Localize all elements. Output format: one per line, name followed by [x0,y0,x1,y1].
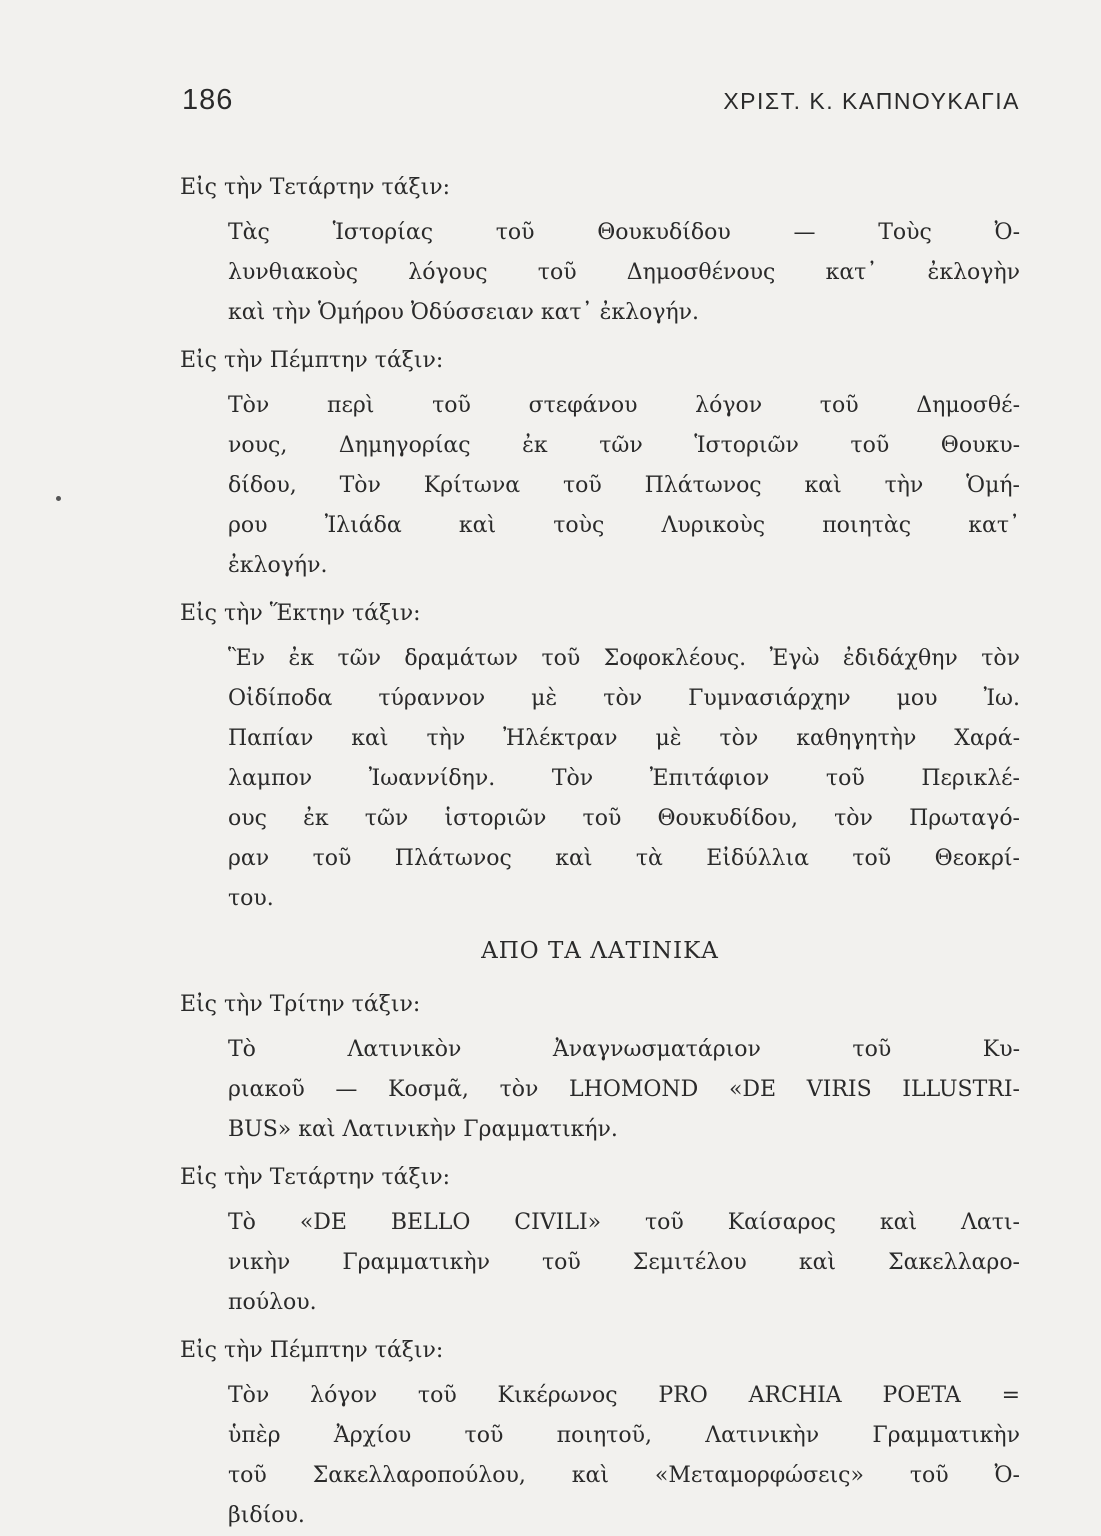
text-line: βιδίου. [228,1503,305,1528]
text-line: λυνθιακοὺς λόγους τοῦ Δημοσθένους κατ᾽ ἐκλογὴν [228,260,1020,285]
section-body [228,1030,1020,1150]
text-line: Τὸ Λατινικὸν Ἀναγνωσματάριον τοῦ Κυ- [228,1037,1020,1062]
margin-speck [56,496,61,501]
text-line: νους, Δημηγορίας ἐκ τῶν Ἱστοριῶν τοῦ Θουκυ- [228,433,1020,458]
text-line: BUS» καὶ Λατινικὴν Γραμματικήν. [228,1117,618,1142]
text-line: Οἰδίποδα τύραννον μὲ τὸν Γυμνασιάρχην μου Ἰω. [228,686,1020,711]
text-line: λαμπον Ἰωαννίδην. Τὸν Ἐπιτάφιον τοῦ Περικλέ- [228,766,1020,791]
text-line: ὑπὲρ Ἀρχίου τοῦ ποιητοῦ, Λατινικὴν Γραμματικὴν [228,1423,1020,1448]
section-body [228,1203,1020,1323]
latin-sections [180,985,1020,1536]
text-line: ραν τοῦ Πλάτωνος καὶ τὰ Εἰδύλλια τοῦ Θεοκρί- [228,846,1020,871]
running-head: ΧΡΙΣΤ. Κ. ΚΑΠΝΟΥΚΑΓΙΑ [723,88,1020,114]
class-heading: Εἰς τὴν Ἕκτην τάξιν: [180,601,421,626]
section-body [228,386,1020,586]
latin-section-title: ΑΠΟ ΤΑ ΛΑΤΙΝΙΚΑ [481,938,719,964]
text-line: ριακοῦ — Κοσμᾶ, τὸν LHOMOND «DE VIRIS ILLUSTRI- [228,1077,1020,1102]
text-line: του. [228,886,274,911]
section-body [228,639,1020,919]
section-body [228,1376,1020,1536]
text-line: τοῦ Σακελλαροπούλου, καὶ «Μεταμορφώσεις» τοῦ Ὀ- [228,1463,1020,1488]
text-line: πούλου. [228,1290,317,1315]
class-heading: Εἰς τὴν Τετάρτην τάξιν: [180,1165,451,1190]
class-heading: Εἰς τὴν Πέμπτην τάξιν: [180,348,444,373]
page-number: 186 [182,84,234,116]
text-line: Τὸ «DE BELLO CIVILI» τοῦ Καίσαρος καὶ Λατι- [228,1210,1020,1235]
class-heading: Εἰς τὴν Τρίτην τάξιν: [180,992,421,1017]
text-line: καὶ τὴν Ὁμήρου Ὀδύσσειαν κατ᾽ ἐκλογήν. [228,300,700,325]
text-line: Τὰς Ἱστορίας τοῦ Θουκυδίδου — Τοὺς Ὀ- [228,220,1020,245]
text-line: Ἓν ἐκ τῶν δραμάτων τοῦ Σοφοκλέους. Ἐγὼ ἐδιδάχθην τὸν [228,646,1020,671]
class-heading: Εἰς τὴν Πέμπτην τάξιν: [180,1338,444,1363]
page-header [182,84,1020,128]
greek-sections [180,168,1020,919]
class-heading: Εἰς τὴν Τετάρτην τάξιν: [180,175,451,200]
text-line: Τὸν λόγον τοῦ Κικέρωνος PRO ARCHIA POETA = [228,1383,1020,1408]
text-line: Παπίαν καὶ τὴν Ἠλέκτραν μὲ τὸν καθηγητὴν Χαρά- [228,726,1020,751]
text-line: ἐκλογήν. [228,553,328,578]
text-line: δίδου, Τὸν Κρίτωνα τοῦ Πλάτωνος καὶ τὴν Ὁμή- [228,473,1020,498]
text-line: νικὴν Γραμματικὴν τοῦ Σεμιτέλου καὶ Σακελλαρο- [228,1250,1020,1275]
text-line: ρου Ἰλιάδα καὶ τοὺς Λυρικοὺς ποιητὰς κατ᾽ [228,513,1020,538]
text-line: Τὸν περὶ τοῦ στεφάνου λόγον τοῦ Δημοσθέ- [228,393,1020,418]
text-line: ους ἐκ τῶν ἱστοριῶν τοῦ Θουκυδίδου, τὸν Πρωταγό- [228,806,1020,831]
section-body [228,213,1020,333]
page-content [180,160,1020,1536]
